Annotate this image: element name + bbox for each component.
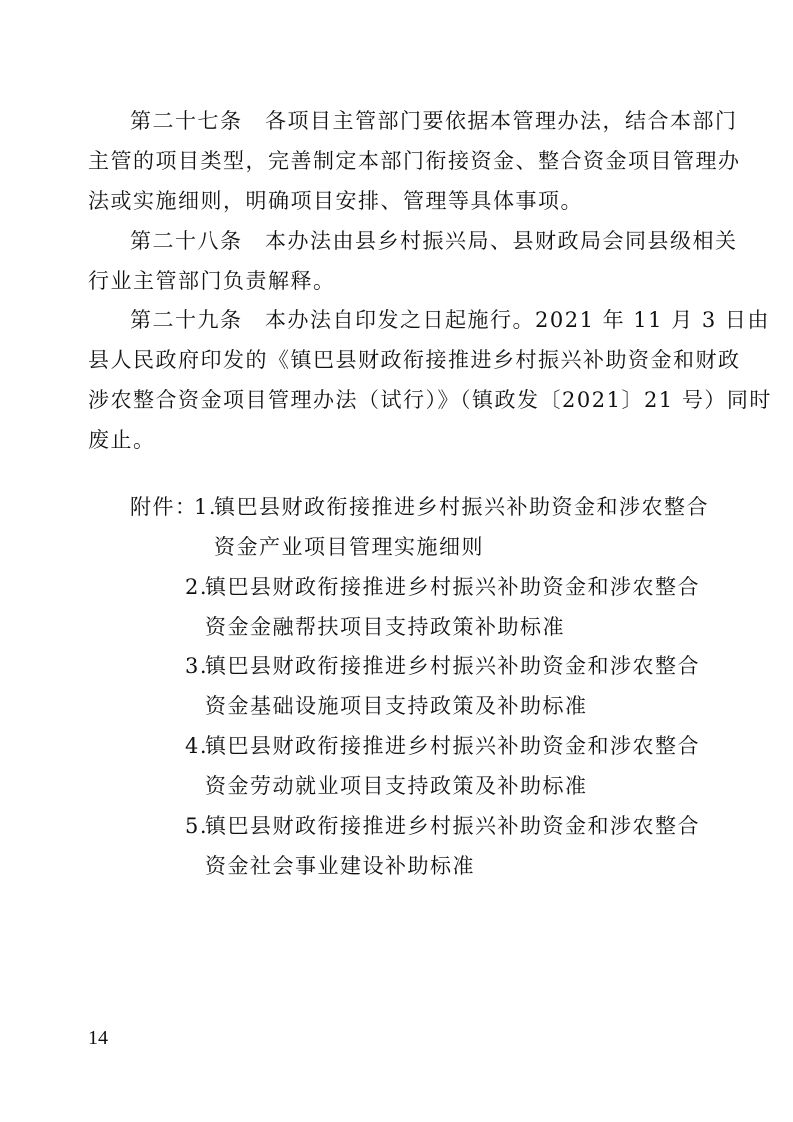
article-27-line-3: 法或实施细则，明确项目安排、管理等具体事项。 [88,189,583,213]
page-number: 14 [88,1027,108,1049]
attachment-2-number: 2. [185,575,209,599]
article-27-line-1: 第二十七条 各项目主管部门要依据本管理办法，结合本部门 [130,109,738,133]
attachment-4-number: 4. [185,734,209,758]
attachments-label: 附件： [130,495,198,519]
attachment-3-number: 3. [185,654,209,678]
article-27-line-2: 主管的项目类型，完善制定本部门衔接资金、整合资金项目管理办 [88,149,741,173]
article-28-line-1: 第二十八条 本办法由县乡村振兴局、县财政局会同县级相关 [130,229,738,253]
attachment-3-line-2: 资金基础设施项目支持政策及补助标准 [205,694,588,718]
attachment-4-line-1: 镇巴县财政衔接推进乡村振兴补助资金和涉农整合 [205,734,700,758]
attachment-2-line-2: 资金金融帮扶项目支持政策补助标准 [205,615,565,639]
article-29-line-2: 县人民政府印发的《镇巴县财政衔接推进乡村振兴补助资金和财政 [88,348,741,372]
attachment-4-line-2: 资金劳动就业项目支持政策及补助标准 [205,774,588,798]
article-28-line-2: 行业主管部门负责解释。 [88,269,336,293]
article-29-line-4: 废止。 [88,428,156,452]
attachment-5-line-2: 资金社会事业建设补助标准 [205,854,475,878]
article-29-line-3: 涉农整合资金项目管理办法（试行）》（镇政发〔2021〕21 号）同时 [88,388,772,412]
attachment-1-line-2: 资金产业项目管理实施细则 [214,535,484,559]
attachment-2-line-1: 镇巴县财政衔接推进乡村振兴补助资金和涉农整合 [205,575,700,599]
article-29-line-1: 第二十九条 本办法自印发之日起施行。2021 年 11 月 3 日由 [130,308,770,332]
attachment-5-number: 5. [185,814,209,838]
attachment-5-line-1: 镇巴县财政衔接推进乡村振兴补助资金和涉农整合 [205,814,700,838]
attachment-1-number: 1. [194,495,218,519]
attachment-1-line-1: 镇巴县财政衔接推进乡村振兴补助资金和涉农整合 [214,495,709,519]
attachment-3-line-1: 镇巴县财政衔接推进乡村振兴补助资金和涉农整合 [205,654,700,678]
